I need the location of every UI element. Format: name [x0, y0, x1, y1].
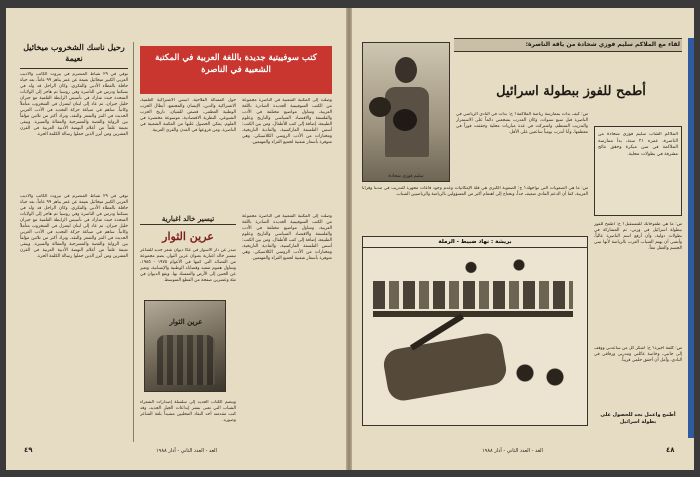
poet-body: صدر عن دار الأسوار في عكا ديوان شعر جديد للشاعر تيسير خالد اغبارية بعنوان عرين الثوار، يضم مجموعة من القصائد التي كتبها في الأعوام ١٩٧٥ - ١٩٨٥، وتتناول هموم شعبه وقضاياه الوطنية والإنسانية، وتعبر عن الحنين إلى الأرض والتمسك بها. ويقع الديوان في مئة وعشرين صفحة من القطع المتوسط.: [140, 248, 236, 283]
book-cover-caption: عرين الثوار: [169, 317, 203, 326]
book-cover-photo: [144, 300, 226, 392]
right-folio: الغد - العدد الثاني - آذار ١٩٨٨: [482, 448, 543, 454]
boxing-glove-right: [393, 109, 417, 131]
poet-body-2: وينضم الكتاب الجديد إلى سلسلة إصدارات الشعراء الشباب التي تعنى بنشر إبداعات الجيل الجديد، وقد كتب مقدمته أحد النقاد المحليين مشيداً بلغة الشاعر وصوره.: [140, 400, 236, 423]
column-divider: [133, 42, 134, 442]
cartoon-frame: [362, 236, 588, 426]
left-page: [6, 8, 346, 470]
cartoon-ground: [373, 311, 573, 317]
cartoon-sky-shapes: [453, 253, 573, 277]
left-page-number: ٤٩: [24, 446, 33, 454]
interview-kicker: لقاء مع الملاكم سليم فوزي شحادة من ياقة الناصرة:: [525, 41, 680, 48]
left-folio: الغد - العدد الثاني - آذار ١٩٨٨: [156, 448, 217, 454]
magazine-spread: [6, 8, 694, 470]
cartoon-tank: [381, 331, 508, 403]
obituary-rule: [20, 68, 128, 69]
cartoon-figures: [513, 357, 573, 397]
poet-title-top: تيسير خالد اغبارية: [161, 214, 215, 223]
interview-closing: أطمح واعمل بجد للحصول على بطولة اسرائيل: [600, 412, 676, 425]
cartoon-city-skyline: [373, 281, 573, 309]
obituary-title: رحيل ناسك الشخروب ميخائيل نعيمة: [23, 42, 125, 63]
qa-block-1: س: كيف بدأت بممارسة رياضة الملاكمة؟ ج: بدأت في النادي الرياضي في الناصرة قبل سبع سنوات، وكان المدرب يشجعني دائماً على الاستمرار والتدريب المنتظم، واشتركت في عدة مباريات محلية وحققت فوزاً في معظمها، وأنا أتدرب يومياً ساعتين على الأقل.: [456, 112, 588, 135]
boxing-glove-left: [369, 97, 391, 117]
obituary-body: توفي في ٢٩ شباط المنصرم في بيروت الكاتب والأديب العربي الكبير ميخائيل نعيمة عن عمر يناهز ٩٩ عاماً، بعد حياة حافلة بالعطاء الأدبي والفكري، وكان الراحل قد ولد في بسكنتا ودرس في الناصرة وفي روسيا ثم هاجر إلى الولايات المتحدة حيث شارك في تأسيس الرابطة القلمية مع جبران خليل جبران، ثم عاد إلى لبنان ليعتزل في الشخروب متأملاً وكاتباً. ساهم في صياغة حركة التجديد في الأدب العربي الحديث في النثر والشعر والنقد، وترك أكثر من ثلاثين مؤلفاً بين الرواية والقصة والمسرحية والمقالة والسيرة. ويبقى نعيمة علماً من أعلام النهضة الأدبية العربية في القرن العشرين ومن أبرز الذين حملوا رسالة الكلمة الحرة.: [20, 72, 128, 137]
boxer-photo-caption: سليم فوزي شحادة: [388, 174, 424, 179]
qa-block-4: س: كلمة أخيرة؟ ج: أشكر كل من ساعدني ووقف إلى جانبي، وخاصة عائلتي ومدربي ورفاقي في النادي، وآمل أن أحقق حلمي قريباً.: [594, 346, 682, 363]
cover-edge: [688, 38, 694, 438]
qa-block-2: س: ما هي الصعوبات التي تواجهك؟ ج: الصعوبة الكبرى هي قلة الإمكانيات وعدم وجود قاعات مجهزة للتدريب في مدننا وقرانا العربية، كما أن الدعم المادي ضعيف جداً، ونحتاج إلى اهتمام أكبر من المسؤولين بالرياضة والرياضيين الشباب.: [362, 186, 588, 197]
book-news-col2: حول المسألة الفلاحية، أسس الاشتراكية العلمية، الاشتراكية والدين، الإنسان والمجتمع، أبطال الحرب الوطنية العظمى، قصص للفتيان، تاريخ الحزب الشيوعي، النظرية الاقتصادية، موسوعة مختصرة في العلوم. يمكن الحصول عليها من المكتبة الشعبية في الناصرة، ومن فروعها في المدن والقرى العربية.: [140, 98, 236, 133]
intro-text: الملاكم الشاب سليم فوزي شحادة من الناصرة، عمره ٢١ سنة، بدأ ممارسة الملاكمة في سن مبكرة وحقق نتائج مشرفة في بطولات محلية.: [598, 132, 678, 157]
boxer-head: [395, 57, 417, 83]
poet-title-main: عرين الثوار: [162, 230, 214, 243]
poet-rule: [140, 224, 236, 225]
obituary-body-cont: توفي في ٢٩ شباط المنصرم في بيروت الكاتب والأديب العربي الكبير ميخائيل نعيمة عن عمر يناهز ٩٩ عاماً، بعد حياة حافلة بالعطاء الأدبي والفكري، وكان الراحل قد ولد في بسكنتا ودرس في الناصرة وفي روسيا ثم هاجر إلى الولايات المتحدة حيث شارك في تأسيس الرابطة القلمية مع جبران خليل جبران، ثم عاد إلى لبنان ليعتزل في الشخروب متأملاً وكاتباً. ساهم في صياغة حركة التجديد في الأدب العربي الحديث في النثر والشعر والنقد، وترك أكثر من ثلاثين مؤلفاً بين الرواية والقصة والمسرحية والمقالة والسيرة. ويبقى نعيمة علماً من أعلام النهضة الأدبية العربية في القرن العشرين ومن أبرز الذين حملوا رسالة الكلمة الحرة.: [20, 194, 128, 259]
qa-block-3: س: ما هي طموحاتك للمستقبل؟ ج: أطمح للفوز ببطولة اسرائيل في وزني، ثم المشاركة في بطولات دولية، وأن أرفع اسم الناصرة عالياً، وأتمنى أن يهتم الشباب العرب بالرياضة لأنها تبني الجسم والعقل معاً.: [594, 222, 682, 251]
boxer-photo: [362, 42, 450, 182]
right-page: [352, 8, 694, 470]
book-cover-figures: [157, 335, 215, 385]
interview-headline: أطمح للفوز ببطولة اسرائيل: [496, 84, 646, 99]
book-news-col1: وصلت إلى المكتبة الشعبية في الناصرة مجموعة من الكتب السوفييتية الجديدة الصادرة باللغة العربية، وتتناول مواضيع مختلفة في الأدب والفلسفة والاقتصاد السياسي والتاريخ وعلوم الطبيعة، إضافة إلى كتب للأطفال. ومن بين الكتب: أسس الفلسفة الماركسية، والمادية التاريخية، ومختارات من الأدب الروسي الكلاسيكي. وهي متوفرة بأسعار شعبية لجميع القراء والمهتمين.: [242, 98, 332, 145]
cartoon-title: بريشة : نهاد ضبيط - الرملة: [363, 239, 587, 248]
right-page-number: ٤٨: [666, 446, 675, 454]
book-news-more: وصلت إلى المكتبة الشعبية في الناصرة مجموعة من الكتب السوفييتية الجديدة الصادرة باللغة العربية، وتتناول مواضيع مختلفة في الأدب والفلسفة والاقتصاد السياسي والتاريخ وعلوم الطبيعة، إضافة إلى كتب للأطفال. ومن بين الكتب: أسس الفلسفة الماركسية، والمادية التاريخية، ومختارات من الأدب الروسي الكلاسيكي. وهي متوفرة بأسعار شعبية لجميع القراء والمهتمين.: [242, 214, 332, 261]
book-news-title: كتب سوفييتية جديدة باللغة العربية في المكتبة الشعبية في الناصرة: [155, 53, 317, 75]
